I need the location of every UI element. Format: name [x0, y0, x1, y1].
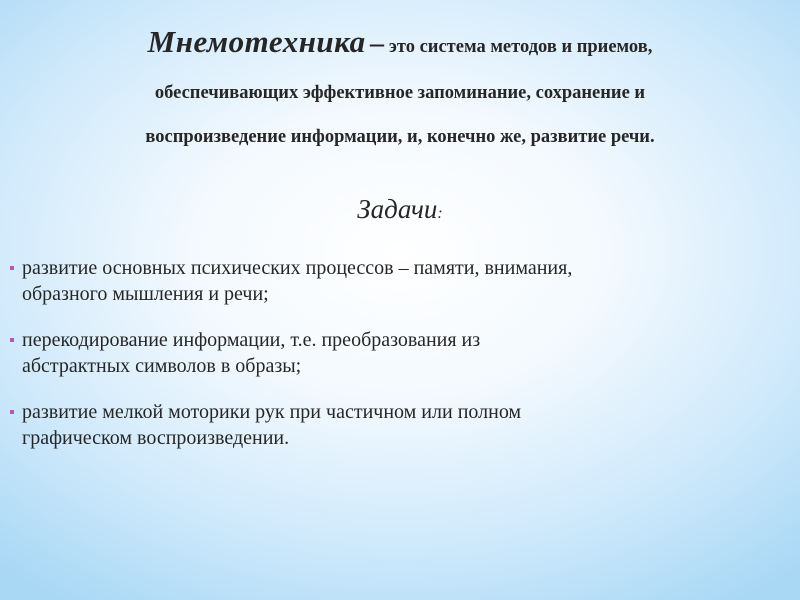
tasks-heading — [0, 196, 800, 223]
task-item-2 — [10, 327, 790, 379]
term-title: Мнемотехника — [147, 24, 366, 59]
task-item-1-line-1: развитие основных психических процессов – памяти, внимания, — [22, 257, 573, 279]
task-item-1 — [10, 255, 790, 307]
definition-line-3: воспроизведение информации, и, конечно же, развитие речи. — [145, 127, 655, 147]
tasks-heading-text: Задачи — [357, 194, 438, 224]
bullet-square-icon — [10, 338, 14, 342]
tasks-heading-colon: : — [437, 205, 443, 222]
definition-text-1: это система методов и приемов, — [388, 37, 653, 57]
task-item-2-line-1: перекодирование информации, т.е. преобразования из — [22, 329, 481, 351]
term-dash: – — [370, 28, 385, 59]
task-list — [10, 255, 790, 471]
task-item-1-line-2: образного мышления и речи; — [22, 283, 269, 305]
definition-line-1 — [30, 26, 770, 58]
task-item-2-line-2: абстрактных символов в образы; — [22, 355, 302, 377]
task-item-3-line-2: графическом воспроизведении. — [22, 427, 290, 449]
bullet-square-icon — [10, 410, 14, 414]
task-item-3 — [10, 399, 790, 451]
bullet-square-icon — [10, 266, 14, 270]
task-item-3-line-1: развитие мелкой моторики рук при частичном или полном — [22, 401, 522, 423]
definition-line-2: обеспечивающих эффективное запоминание, сохранение и — [154, 83, 646, 103]
